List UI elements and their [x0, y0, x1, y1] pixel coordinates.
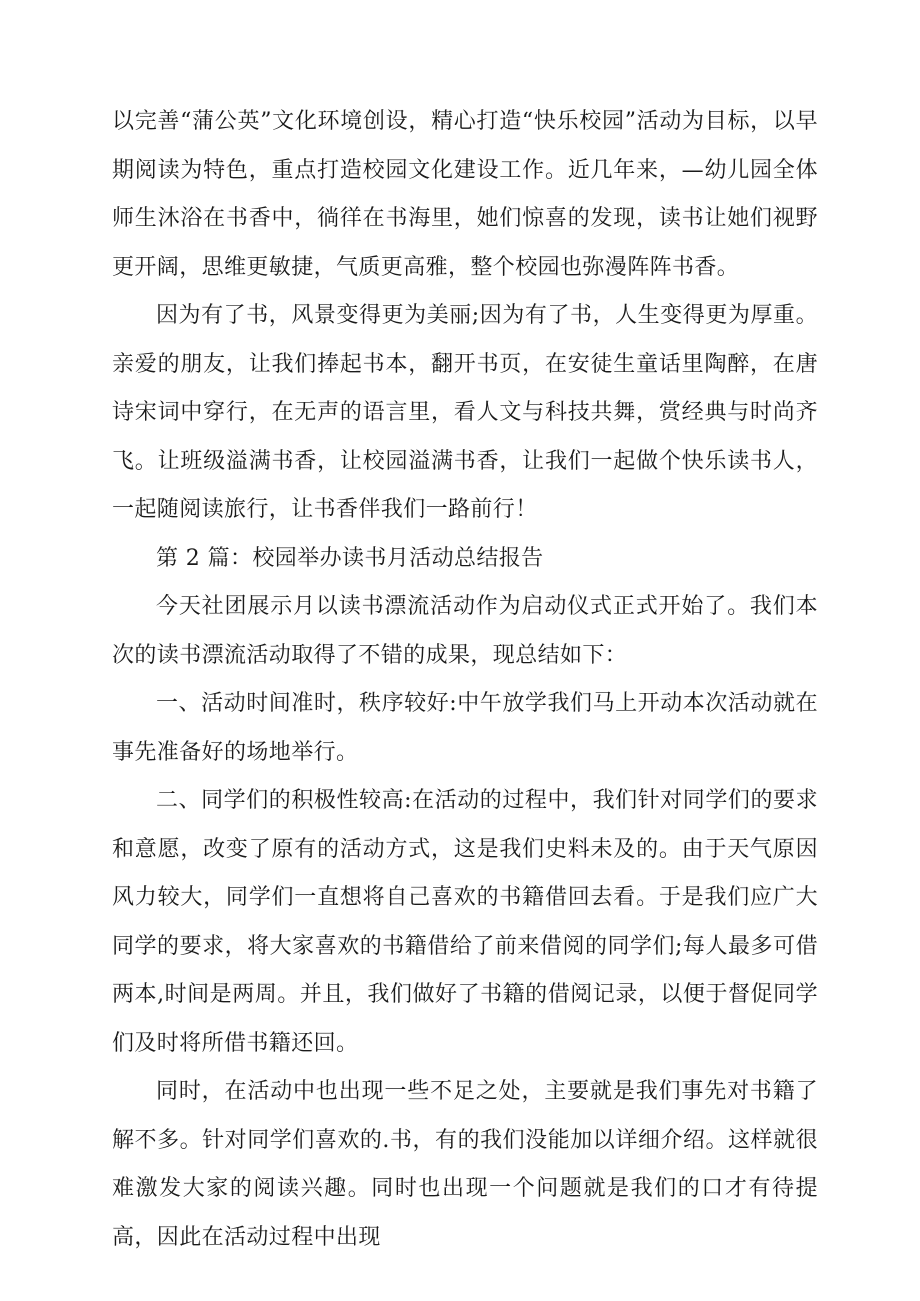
- paragraph-point-one: 一、活动时间准时，秩序较好:中午放学我们马上开动本次活动就在事先准备好的场地举行。: [112, 691, 818, 765]
- paragraph-shortcomings: 同时，在活动中也出现一些不足之处，主要就是我们事先对书籍了解不多。针对同学们喜欢的.书，有的我们没能加以详细介绍。这样就很难激发大家的阅读兴趣。同时也出现一个问题就是我们的口才有待提高，因此在活动过程中出现: [112, 1079, 818, 1250]
- paragraph-point-two: 二、同学们的积极性较高:在活动的过程中，我们针对同学们的要求和意愿，改变了原有的活动方式，这是我们史料未及的。由于天气原因风力较大，同学们一直想将自己喜欢的书籍借回去看。于是我们应广大同学的要求，将大家喜欢的书籍借给了前来借阅的同学们;每人最多可借两本,时间是两周。并且，我们做好了书籍的借阅记录，以便于督促同学们及时将所借书籍还回。: [112, 788, 818, 1056]
- section-heading: 第 2 篇：校园举办读书月活动总结报告: [156, 545, 544, 571]
- document-page: [112, 98, 818, 1262]
- paragraph-books-life: 因为有了书，风景变得更为美丽;因为有了书，人生变得更为厚重。亲爱的朋友，让我们捧起书本，翻开书页，在安徒生童话里陶醉，在唐诗宋词中穿行，在无声的语言里，看人文与科技共舞，赏经典与时尚齐飞。让班级溢满书香，让校园溢满书香，让我们一起做个快乐读书人，一起随阅读旅行，让书香伴我们一路前行！: [112, 303, 818, 522]
- paragraph-intro-summary: 今天社团展示月以读书漂流活动作为启动仪式正式开始了。我们本次的读书漂流活动取得了不错的成果，现总结如下：: [112, 594, 818, 668]
- paragraph-culture-environment: 以完善“蒲公英”文化环境创设，精心打造“快乐校园”活动为目标，以早期阅读为特色，重点打造校园文化建设工作。近几年来，—幼儿园全体师生沐浴在书香中，徜徉在书海里，她们惊喜的发现，读书让她们视野更开阔，思维更敏捷，气质更高雅，整个校园也弥漫阵阵书香。: [112, 109, 818, 280]
